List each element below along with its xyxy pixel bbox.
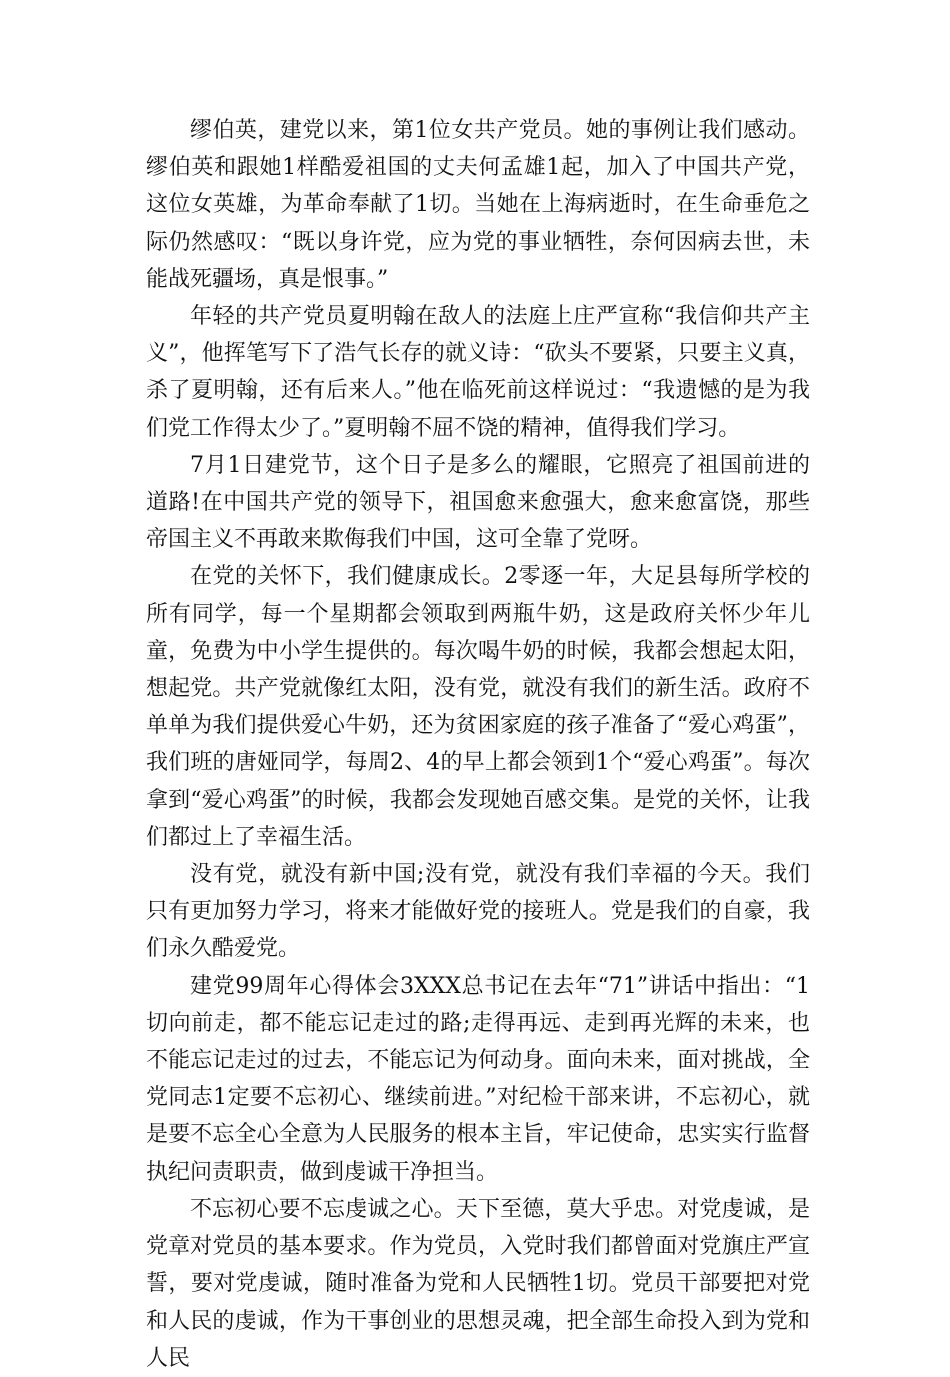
- paragraph-5: 没有党，就没有新中国;没有党，就没有我们幸福的今天。我们只有更加努力学习，将来才能做好党的接班人。党是我们的自豪，我们永久酷爱党。: [146, 862, 810, 962]
- paragraph-1: 缪伯英，建党以来，第1位女共产党员。她的事例让我们感动。缪伯英和跟她1样酷爱祖国的丈夫何孟雄1起，加入了中国共产党，这位女英雄，为革命奉献了1切。当她在上海病逝时，在生命垂危之际仍然感叹：“既以身许党，应为党的事业牺牲，奈何因病去世，未能战死疆场，真是恨事。”: [146, 118, 810, 292]
- paragraph-2: 年轻的共产党员夏明翰在敌人的法庭上庄严宣称“我信仰共产主义”，他挥笔写下了浩气长存的就义诗：“砍头不要紧，只要主义真，杀了夏明翰，还有后来人。”他在临死前这样说过：“我遗憾的是为我们党工作得太少了。”夏明翰不屈不饶的精神，值得我们学习。: [146, 304, 810, 441]
- paragraph-4: 在党的关怀下，我们健康成长。2零逐一年，大足县每所学校的所有同学，每一个星期都会领取到两瓶牛奶，这是政府关怀少年儿童，免费为中小学生提供的。每次喝牛奶的时候，我都会想起太阳，想起党。共产党就像红太阳，没有党，就没有我们的新生活。政府不单单为我们提供爱心牛奶，还为贫困家庭的孩子准备了“爱心鸡蛋”，我们班的唐娅同学，每周2、4的早上都会领到1个“爱心鸡蛋”。每次拿到“爱心鸡蛋”的时候，我都会发现她百感交集。是党的关怀，让我们都过上了幸福生活。: [146, 564, 810, 850]
- paragraph-6: 建党99周年心得体会3XXX总书记在去年“71”讲话中指出：“1切向前走，都不能忘记走过的路;走得再远、走到再光辉的未来，也不能忘记走过的过去，不能忘记为何动身。面向未来，面对挑战，全党同志1定要不忘初心、继续前进。”对纪检干部来讲，不忘初心，就是要不忘全心全意为人民服务的根本主旨，牢记使命，忠实实行监督执纪问责职责，做到虔诚干净担当。: [146, 973, 810, 1185]
- paragraph-7: 不忘初心要不忘虔诚之心。天下至德，莫大乎忠。对党虔诚，是党章对党员的基本要求。作为党员，入党时我们都曾面对党旗庄严宣誓，要对党虔诚，随时准备为党和人民牺牲1切。党员干部要把对党和人民的虔诚，作为干事创业的思想灵魂，把全部生命投入到为党和人民: [146, 1196, 810, 1371]
- paragraph-3: 7月1日建党节，这个日子是多么的耀眼，它照亮了祖国前进的道路!在中国共产党的领导下，祖国愈来愈强大，愈来愈富饶，那些帝国主义不再敢来欺侮我们中国，这可全靠了党呀。: [146, 452, 810, 553]
- document-body: [146, 112, 810, 1377]
